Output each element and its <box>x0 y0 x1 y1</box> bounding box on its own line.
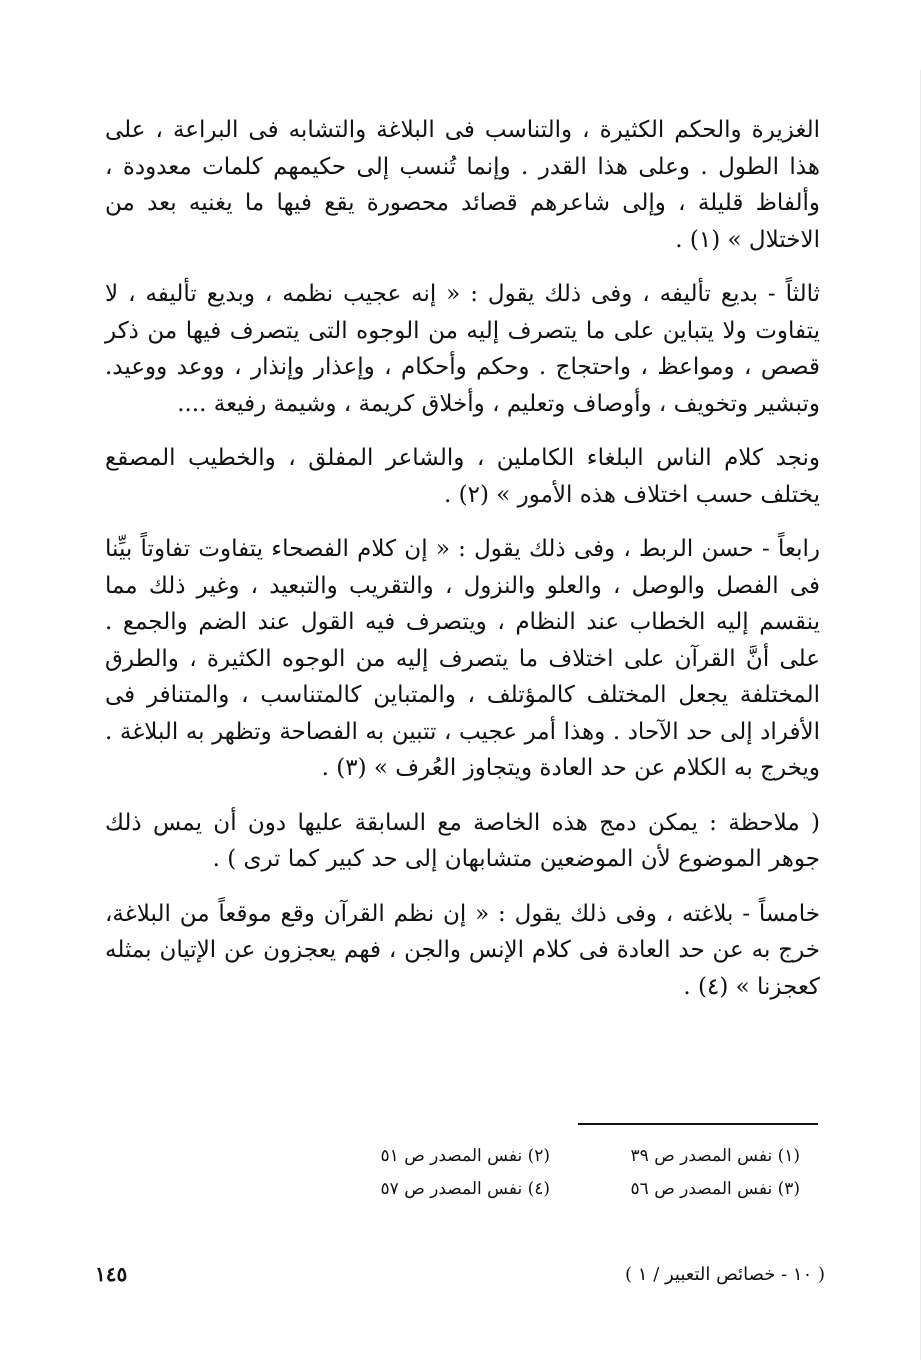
footnote-row <box>300 1140 800 1173</box>
text-line: ( ملاحظة : يمكن دمج هذه الخاصة مع السابقة عليها دون أن يمس ذلك جوهر <box>105 809 820 872</box>
text-line: قصص ، ومواعظ ، واحتجاج . وحكم وأحكام ، وإعذار وإنذار ، ووعد ووعيد. <box>105 354 820 380</box>
text-line: خامساً - بلاغته ، وفى ذلك يقول : « إن نظم القرآن وقع موقعاً من البلاغة، <box>105 900 820 927</box>
text-line: وتبشير وتخويف ، وأوصاف وتعليم ، وأخلاق كريمة ، وشيمة رفيعة .... <box>177 390 820 417</box>
paragraph-4 <box>105 531 820 787</box>
footnote-3: (٣) نفس المصدر ص ٥٦ <box>630 1179 800 1199</box>
paragraph-2 <box>105 276 820 422</box>
text-line: وهذا أمر عجيب ، تتبين به الفصاحة وتظهر به البلاغة . ويخرج به الكلام عن <box>105 718 820 781</box>
text-line: ثالثاً - بديع تأليفه ، وفى ذلك يقول : « إنه عجيب نظمه ، وبديع تأليفه ، <box>128 281 821 307</box>
page-number: ١٤٥ <box>95 1262 128 1286</box>
footnote-1: (١) نفس المصدر ص ٣٩ <box>630 1146 800 1166</box>
text-line: الاختلال » (١) . <box>675 226 820 253</box>
text-line: المختلف كالمؤتلف ، والمتباين كالمتناسب ، والمتنافر فى الأفراد إلى حد الآحاد . <box>105 682 821 745</box>
text-line: ونجد كلام الناس البلغاء الكاملين ، والشاعر المفلق ، والخطيب المصقع يختلف <box>105 445 820 508</box>
footnote-row <box>300 1173 800 1206</box>
paragraph-5-note <box>105 805 820 878</box>
text-line: حسب اختلاف هذه الأمور » (٢) . <box>443 481 754 508</box>
text-line: حد العادة ويتجاوز العُرف » (٣) . <box>321 755 627 781</box>
footnote-4: (٤) نفس المصدر ص ٥٧ <box>380 1179 550 1199</box>
text-line: الموضوع لأن الموضعين متشابهان إلى حد كبير كما ترى ) . <box>212 846 762 872</box>
paragraph-1 <box>105 112 820 258</box>
main-text <box>105 112 820 1023</box>
text-line: لا يتفاوت ولا يتباين على ما يتصرف إليه من الوجوه التى يتصرف فيها من ذكر <box>105 281 820 344</box>
footnotes <box>300 1140 800 1206</box>
paragraph-3 <box>105 440 820 513</box>
text-line: خرج به عن حد العادة فى كلام الإنس والجن ، فهم يعجزون عن الإتيان بمثله <box>105 937 820 963</box>
text-line: وألفاظ قليلة ، وإلى شاعرهم قصائد محصورة يقع فيها ما يغنيه بعد من <box>105 190 820 216</box>
text-line: الطول . وعلى هذا القدر . وإنما تُنسب إلى حكيمهم كلمات معدودة ، <box>105 153 779 180</box>
page-footer <box>95 1262 825 1286</box>
footnote-2: (٢) نفس المصدر ص ٥١ <box>380 1146 550 1166</box>
paragraph-6 <box>105 896 820 1006</box>
footnote-divider <box>578 1123 818 1125</box>
text-line: بيِّنا فى الفصل والوصل ، والعلو والنزول ، والتقريب والتبعيد ، وغير ذلك مما <box>105 536 820 599</box>
running-head: ( ١٠ - خصائص التعبير / ١ ) <box>625 1263 825 1285</box>
text-line: رابعاً - حسن الربط ، وفى ذلك يقول : « إن كلام الفصحاء يتفاوت تفاوتاً <box>140 536 820 562</box>
text-line: ينقسم إليه الخطاب عند النظام ، ويتصرف فيه القول عند الضم والجمع . على أنَّ <box>105 609 820 672</box>
text-line: القرآن على اختلاف ما يتصرف إليه من الوجوه الكثيرة ، والطرق المختلفة يجعل <box>105 645 820 708</box>
text-line: الغزيرة والحكم الكثيرة ، والتناسب فى البلاغة والتشابه فى البراعة ، على هذا <box>105 117 821 180</box>
text-line: كعجزنا » (٤) . <box>683 973 820 1000</box>
